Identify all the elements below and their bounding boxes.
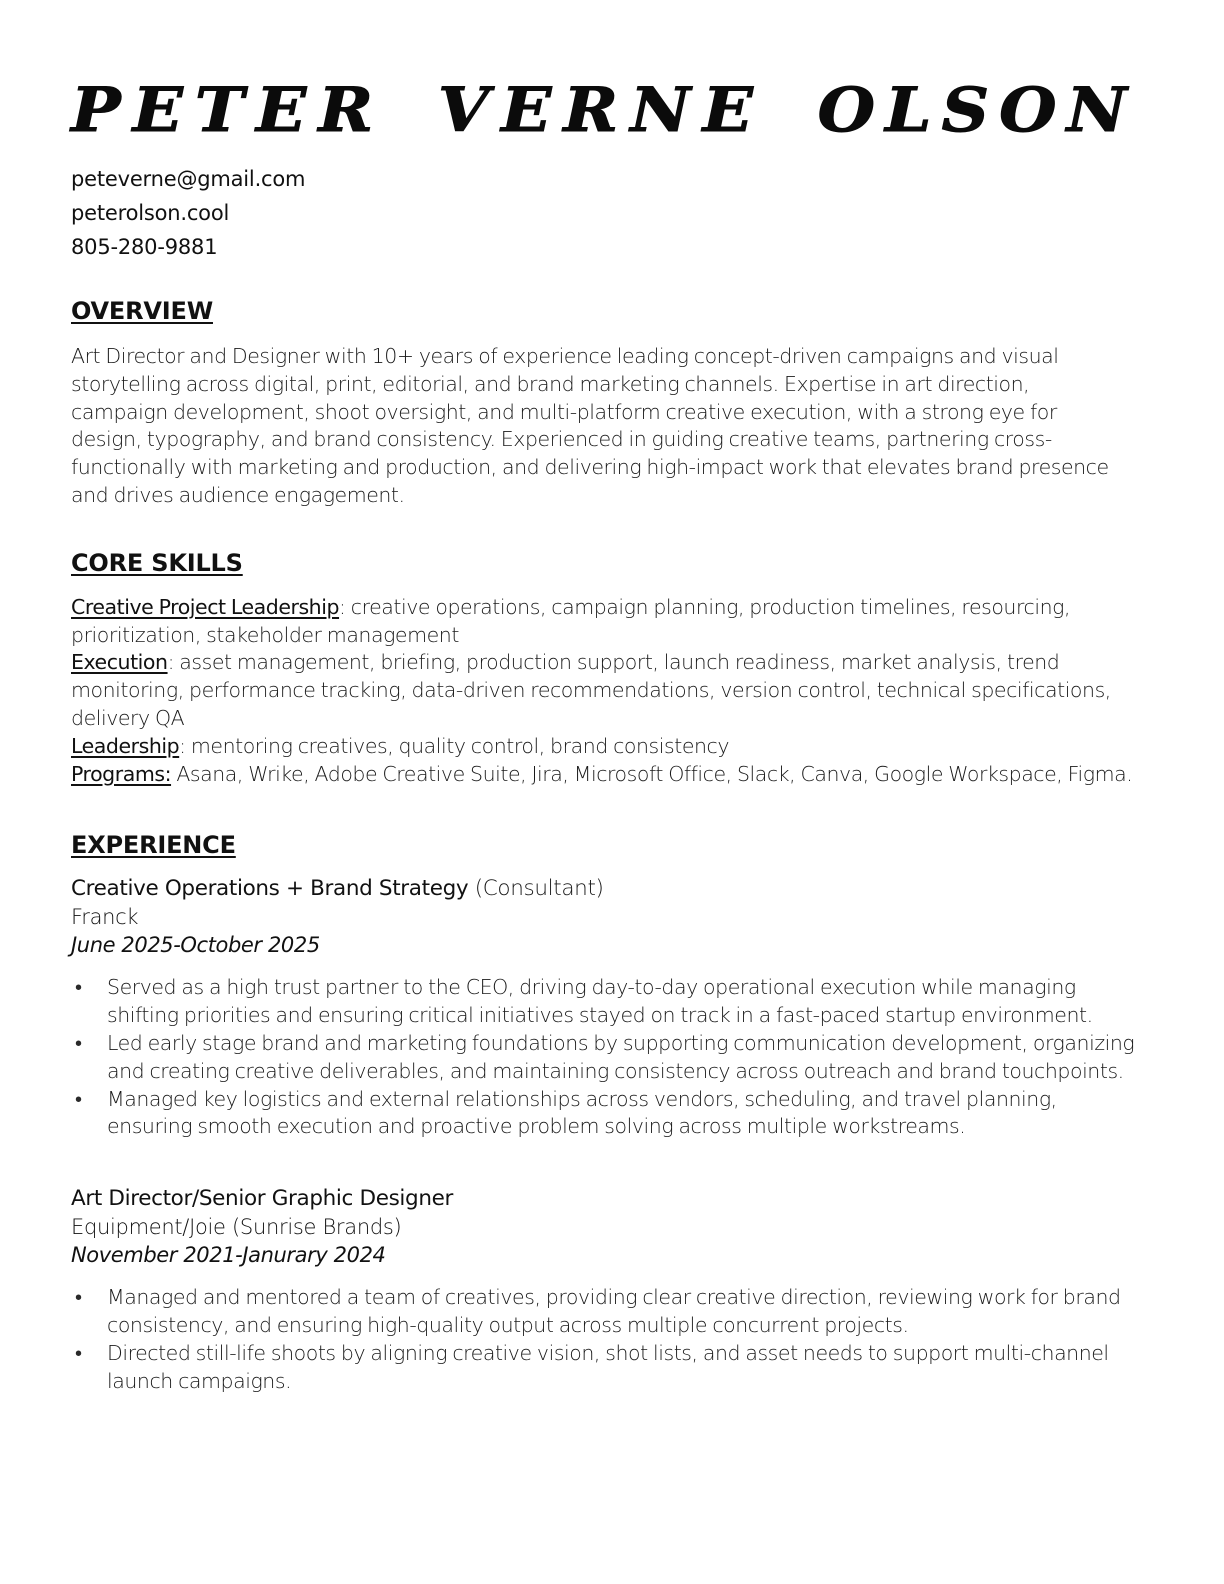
overview-text: Art Director and Designer with 10+ years of experience leading concept-driven campaigns and visual storytelling across digital, print, editorial, and brand marketing channels. Expertise in art direction, campaign development, shoot oversight, and multi-platform creative execution, with a strong eye for design, typography, and brand consistency. Experienced in guiding creative teams, partnering cross-functionally with marketing and production, and delivering high-impact work that elevates brand presence and drives audience engagement. bbox=[71, 344, 1109, 507]
skill-text: asset management, briefing, production support, launch readiness, market analysis, trend monitoring, performance tracking, data-driven recommendations, version control, technical specifications, delivery QA bbox=[71, 650, 1111, 730]
resume-page bbox=[71, 70, 1151, 1395]
job-dates: June 2025-October 2025 bbox=[71, 933, 320, 958]
first-name: PETER bbox=[71, 74, 386, 146]
skill-item bbox=[71, 761, 1146, 789]
last-name: OLSON bbox=[817, 74, 1137, 146]
job-bullet bbox=[71, 1086, 1146, 1142]
core-skills-heading: CORE SKILLS bbox=[71, 548, 243, 577]
experience-section bbox=[71, 830, 1151, 1395]
job-role-note: (Consultant) bbox=[468, 876, 604, 902]
full-name bbox=[71, 70, 1137, 144]
core-skills-section bbox=[71, 548, 1151, 789]
skill-label: Programs: bbox=[71, 761, 172, 786]
skill-item bbox=[71, 594, 1146, 650]
skill-label: Creative Project Leadership bbox=[71, 594, 340, 619]
job-bullets bbox=[71, 1284, 1146, 1395]
contact-website: peterolson.cool bbox=[71, 201, 230, 225]
job-bullets bbox=[71, 974, 1146, 1141]
bullet-icon: • bbox=[75, 975, 82, 1000]
skill-item bbox=[71, 733, 1146, 761]
job-entry bbox=[71, 1185, 1151, 1395]
skill-text: mentoring creatives, quality control, brand consistency bbox=[185, 733, 730, 758]
skill-text: Asana, Wrike, Adobe Creative Suite, Jira, Microsoft Office, Slack, Canva, Google Workspace, Figma. bbox=[176, 761, 1133, 786]
job-title-line bbox=[71, 875, 1151, 903]
bullet-text: Managed key logistics and external relationships across vendors, scheduling, and travel planning, ensuring smooth execution and proactive problem solving across multiple workstreams. bbox=[107, 1086, 1057, 1139]
bullet-text: Served as a high trust partner to the CEO, driving day-to-day operational execution while managing shifting priorities and ensuring critical initiatives stayed on track in a fast-paced startup environment. bbox=[107, 975, 1093, 1028]
overview-heading: OVERVIEW bbox=[71, 297, 213, 325]
bullet-icon: • bbox=[75, 1086, 82, 1111]
skill-text: creative operations, campaign planning, production timelines, resourcing, prioritization, stakeholder management bbox=[71, 594, 1071, 647]
contact-info bbox=[71, 162, 1151, 264]
job-title-line bbox=[71, 1185, 1151, 1213]
job-title: Creative Operations + Brand Strategy bbox=[71, 876, 469, 902]
job-bullet bbox=[71, 1284, 1146, 1340]
bullet-text: Managed and mentored a team of creatives, providing clear creative direction, reviewing work for brand consistency, and ensuring high-quality output across multiple concurrent projects. bbox=[107, 1285, 1121, 1337]
bullet-text: Directed still-life shoots by aligning creative vision, shot lists, and asset needs to support multi-channel launch campaigns. bbox=[107, 1340, 1109, 1393]
experience-heading: EXPERIENCE bbox=[71, 831, 236, 860]
skill-label: Execution bbox=[71, 650, 168, 675]
bullet-icon: • bbox=[75, 1340, 82, 1365]
skill-separator: : bbox=[179, 733, 186, 758]
job-dates: November 2021-Janurary 2024 bbox=[71, 1243, 386, 1268]
contact-phone: 805-280-9881 bbox=[71, 235, 218, 259]
overview-section bbox=[71, 296, 1151, 510]
job-entry bbox=[71, 875, 1151, 1141]
job-bullet bbox=[71, 1030, 1146, 1086]
job-company: Franck bbox=[71, 905, 139, 930]
bullet-icon: • bbox=[75, 1030, 82, 1055]
skill-separator: : bbox=[339, 594, 346, 619]
skill-item bbox=[71, 649, 1146, 732]
contact-email: peteverne@gmail.com bbox=[71, 167, 306, 191]
core-skills-list bbox=[71, 594, 1146, 789]
job-company: Equipment/Joie (Sunrise Brands) bbox=[71, 1215, 402, 1240]
resume-header bbox=[71, 70, 1151, 264]
skill-separator: : bbox=[167, 650, 175, 675]
bullet-icon: • bbox=[75, 1285, 82, 1310]
bullet-text: Led early stage brand and marketing foundations by supporting communication development, organizing and creating creative deliverables, and maintaining consistency across outreach and brand touchpoints. bbox=[107, 1030, 1135, 1083]
job-title: Art Director/Senior Graphic Designer bbox=[71, 1186, 454, 1212]
job-bullet bbox=[71, 974, 1146, 1030]
middle-name: VERNE bbox=[437, 74, 765, 146]
job-bullet bbox=[71, 1340, 1146, 1396]
skill-label: Leadership bbox=[71, 733, 180, 758]
